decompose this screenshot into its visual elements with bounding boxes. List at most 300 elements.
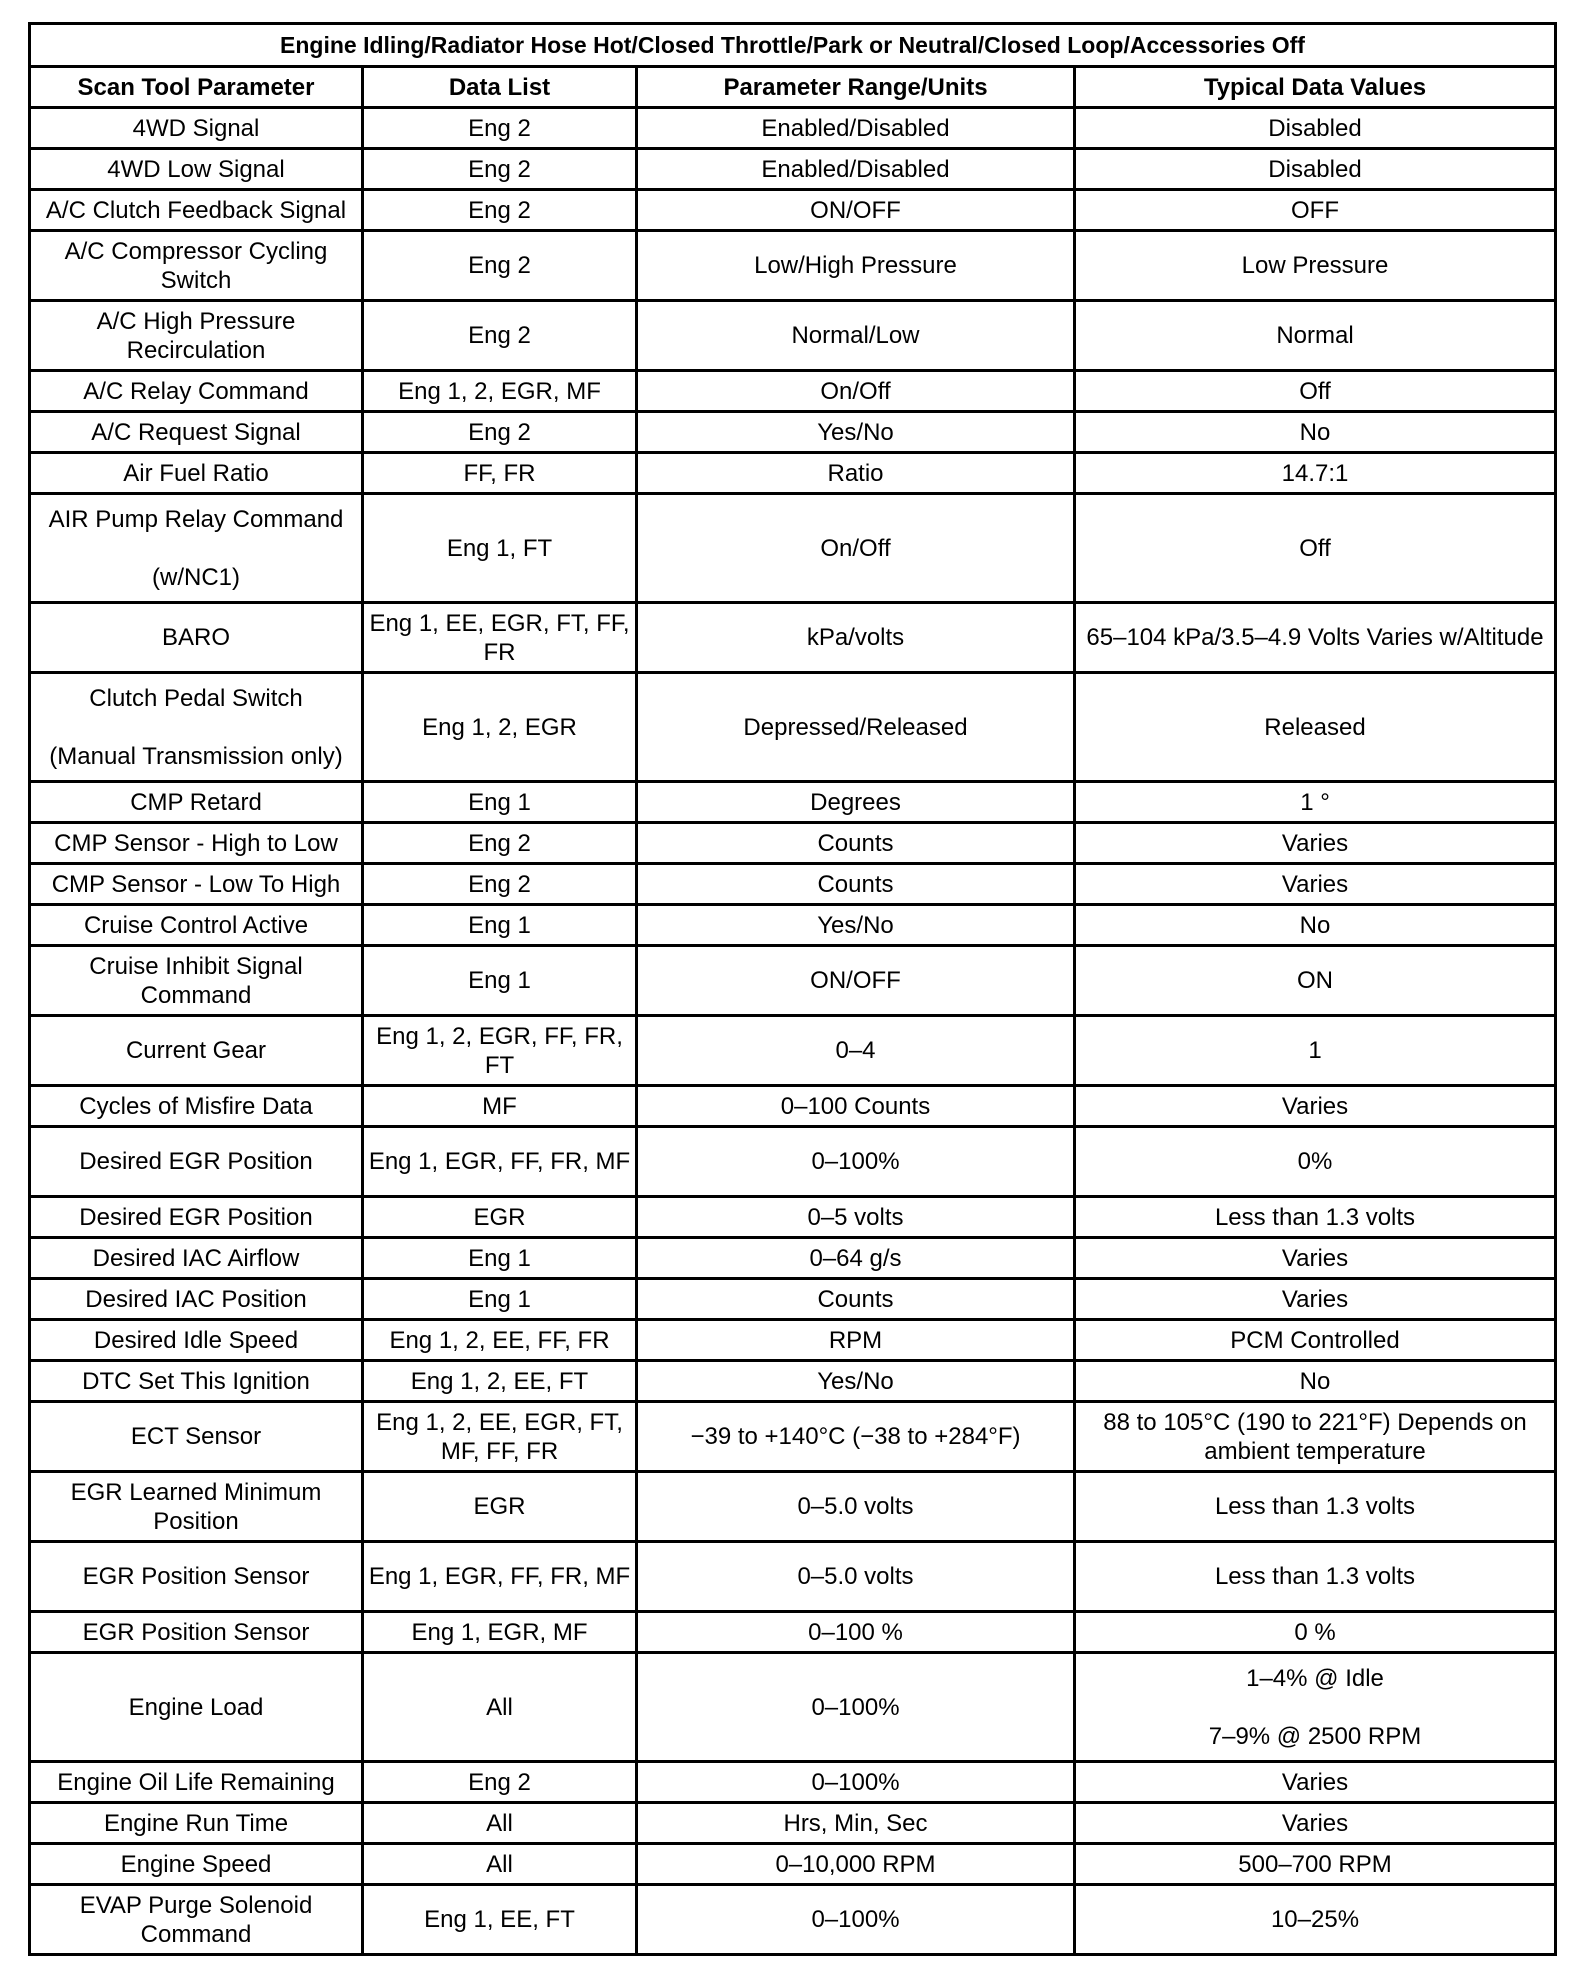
table-title-row (30, 24, 1556, 67)
typical-value-cell (1075, 673, 1556, 782)
range-cell-text: 0–100% (811, 1148, 900, 1175)
table-row (30, 1361, 1556, 1402)
range-cell-text: RPM (828, 1326, 883, 1354)
typical-value-cell (1075, 371, 1556, 412)
table-row (30, 1762, 1556, 1803)
typical-value-cell-text: Varies (1281, 1285, 1349, 1313)
data-list-cell (363, 412, 637, 453)
range-cell-text: 0–100 Counts (780, 1092, 931, 1120)
typical-value-cell-text: 1–4% @ Idle (1246, 1664, 1384, 1692)
typical-value-cell (1075, 1844, 1556, 1885)
table-row (30, 1238, 1556, 1279)
parameter-cell (30, 1844, 363, 1885)
range-cell (637, 371, 1075, 412)
data-list-cell-text: Eng 1, EE, EGR, FT, FF, FR (369, 609, 630, 666)
typical-value-cell-text: OFF (1291, 196, 1339, 224)
data-list-cell (363, 603, 637, 673)
typical-value-cell-text: 1 (1308, 1037, 1322, 1064)
parameter-cell-text: Desired EGR Position (79, 1203, 313, 1231)
parameter-cell-text: AIR Pump Relay Command (48, 505, 344, 533)
range-cell-text: Counts (817, 870, 894, 898)
parameter-cell-text: BARO (161, 624, 230, 651)
parameter-cell (30, 1197, 363, 1238)
parameter-cell-text: Engine Speed (120, 1850, 272, 1878)
data-list-cell (363, 905, 637, 946)
typical-value-cell-text: Off (1299, 534, 1331, 562)
typical-value-cell (1075, 1402, 1556, 1472)
typical-value-cell (1075, 453, 1556, 494)
range-cell-text: Low/High Pressure (754, 252, 957, 279)
typical-value-cell-text: Less than 1.3 volts (1214, 1203, 1416, 1231)
parameter-cell (30, 1238, 363, 1279)
range-cell (637, 190, 1075, 231)
range-cell (637, 603, 1075, 673)
data-list-cell-text: Eng 2 (468, 829, 531, 857)
range-cell (637, 1320, 1075, 1361)
typical-value-cell (1075, 301, 1556, 371)
parameter-cell-text: A/C Request Signal (91, 418, 301, 446)
typical-value-cell (1075, 1086, 1556, 1127)
data-list-cell-text: Eng 2 (468, 252, 531, 279)
typical-value-cell-text: No (1299, 911, 1331, 939)
range-cell-text: 0–4 (835, 1037, 876, 1064)
parameter-cell (30, 1612, 363, 1653)
parameter-cell-text: Desired IAC Airflow (92, 1244, 300, 1272)
range-cell-text: Yes/No (817, 418, 894, 446)
parameter-cell (30, 1279, 363, 1320)
data-list-cell-text: Eng 1, 2, EGR, FF, FR, FT (376, 1022, 623, 1079)
typical-value-cell (1075, 494, 1556, 603)
typical-value-cell (1075, 108, 1556, 149)
typical-value-cell-text: No (1299, 418, 1331, 446)
data-list-cell (363, 231, 637, 301)
typical-value-cell-text: Released (1264, 713, 1366, 741)
data-list-cell-text: Eng 2 (468, 870, 531, 898)
range-cell-text: ON/OFF (810, 967, 901, 994)
data-list-cell (363, 782, 637, 823)
parameter-cell (30, 453, 363, 494)
data-list-cell (363, 1320, 637, 1361)
typical-value-cell (1075, 603, 1556, 673)
typical-value-cell-text: ON (1297, 967, 1333, 994)
parameter-cell (30, 371, 363, 412)
typical-value-cell (1075, 1612, 1556, 1653)
table-row (30, 412, 1556, 453)
range-cell (637, 1472, 1075, 1542)
header-parameter-range: Parameter Range/Units (637, 67, 1075, 108)
range-cell (637, 1762, 1075, 1803)
range-cell (637, 1197, 1075, 1238)
table-row (30, 1885, 1556, 1955)
typical-value-cell (1075, 1279, 1556, 1320)
header-typical-values: Typical Data Values (1075, 67, 1556, 108)
data-list-cell-text: EGR (473, 1203, 526, 1231)
table-row (30, 371, 1556, 412)
range-cell-text: Enabled/Disabled (761, 155, 950, 183)
typical-value-cell (1075, 782, 1556, 823)
data-list-cell-text: All (486, 1809, 513, 1837)
parameter-cell-text: EVAP Purge Solenoid Command (79, 1891, 313, 1948)
table-row (30, 1016, 1556, 1086)
range-cell (637, 1542, 1075, 1612)
typical-value-cell (1075, 1653, 1556, 1762)
data-list-cell-text: Eng 2 (468, 155, 531, 183)
table-row (30, 1127, 1556, 1197)
data-list-cell-text: Eng 2 (468, 322, 531, 349)
parameter-cell (30, 946, 363, 1016)
range-cell-text: 0–5.0 volts (797, 1493, 914, 1520)
data-list-cell (363, 1238, 637, 1279)
range-cell-text: 0–64 g/s (809, 1244, 902, 1272)
typical-value-cell-text: No (1299, 1367, 1331, 1395)
data-list-cell-text: Eng 1, 2, EE, EGR, FT, MF, FF, FR (376, 1408, 623, 1465)
range-cell-text: Depressed/Released (743, 713, 968, 741)
parameter-cell (30, 905, 363, 946)
table-row (30, 1320, 1556, 1361)
parameter-cell-text: EGR Position Sensor (82, 1563, 310, 1590)
range-cell-text: Enabled/Disabled (761, 114, 950, 142)
parameter-cell (30, 412, 363, 453)
typical-value-cell (1075, 864, 1556, 905)
parameter-cell-text: Clutch Pedal Switch (89, 684, 303, 712)
parameter-cell-text: Air Fuel Ratio (123, 459, 269, 487)
typical-value-cell-text: 0 % (1294, 1618, 1336, 1646)
table-row (30, 108, 1556, 149)
data-list-cell-text: Eng 2 (468, 418, 531, 446)
parameter-cell (30, 1361, 363, 1402)
header-scan-tool-parameter: Scan Tool Parameter (30, 67, 363, 108)
range-cell (637, 149, 1075, 190)
data-list-cell-text: Eng 1, 2, EGR, MF (398, 377, 601, 405)
range-cell-text: On/Off (820, 534, 891, 562)
data-list-cell (363, 190, 637, 231)
typical-value-cell-text: 1 ° (1300, 788, 1330, 816)
parameter-cell-text: 4WD Signal (132, 114, 260, 142)
line-gap (35, 534, 357, 563)
range-cell-text: Yes/No (817, 911, 894, 939)
data-list-cell (363, 1844, 637, 1885)
range-cell-text: kPa/volts (806, 624, 905, 651)
range-cell (637, 1016, 1075, 1086)
table-row (30, 603, 1556, 673)
parameter-cell (30, 494, 363, 603)
table-row (30, 1612, 1556, 1653)
parameter-cell-text: Desired EGR Position (79, 1148, 313, 1175)
data-list-cell (363, 371, 637, 412)
range-cell-text: 0–100 % (808, 1618, 903, 1646)
data-table-page (28, 22, 1554, 1956)
line-gap (1080, 1693, 1550, 1722)
typical-value-cell-text: Varies (1281, 829, 1349, 857)
data-list-cell (363, 823, 637, 864)
range-cell-text: 0–100% (811, 1768, 900, 1796)
parameter-cell (30, 231, 363, 301)
typical-value-cell-text: Off (1299, 377, 1331, 405)
range-cell (637, 823, 1075, 864)
header-data-list: Data List (363, 67, 637, 108)
typical-value-cell (1075, 1238, 1556, 1279)
range-cell (637, 1361, 1075, 1402)
table-body (30, 108, 1556, 1955)
data-list-cell-text: Eng 1 (468, 788, 531, 816)
data-list-cell-text: Eng 2 (468, 1768, 531, 1796)
typical-value-cell-text: 0% (1297, 1148, 1333, 1175)
typical-value-cell (1075, 905, 1556, 946)
data-list-cell-text: Eng 1, 2, EE, FF, FR (389, 1326, 610, 1354)
range-cell (637, 1238, 1075, 1279)
range-cell-text: −39 to +140°C (−38 to +284°F) (690, 1423, 1021, 1450)
parameter-cell (30, 1127, 363, 1197)
range-cell (637, 782, 1075, 823)
data-list-cell-text: All (486, 1693, 513, 1721)
typical-value-cell-text-line2: 7–9% @ 2500 RPM (1208, 1722, 1422, 1750)
parameter-cell (30, 864, 363, 905)
data-list-cell-text: MF (482, 1092, 517, 1120)
data-list-cell (363, 673, 637, 782)
parameter-cell (30, 673, 363, 782)
parameter-cell (30, 782, 363, 823)
range-cell (637, 1127, 1075, 1197)
typical-value-cell (1075, 1320, 1556, 1361)
range-cell (637, 494, 1075, 603)
range-cell (637, 1885, 1075, 1955)
range-cell-text: Normal/Low (791, 322, 920, 349)
parameter-cell (30, 1472, 363, 1542)
data-list-cell (363, 108, 637, 149)
range-cell (637, 1803, 1075, 1844)
table-row (30, 1197, 1556, 1238)
typical-value-cell (1075, 1542, 1556, 1612)
typical-value-cell-text: 14.7:1 (1281, 459, 1349, 487)
range-cell-text: Ratio (827, 459, 884, 487)
table-row (30, 494, 1556, 603)
parameter-cell-text: Current Gear (125, 1037, 267, 1064)
typical-value-cell (1075, 1885, 1556, 1955)
parameter-cell-text: ECT Sensor (130, 1423, 262, 1450)
typical-value-cell (1075, 1803, 1556, 1844)
data-list-cell-text: Eng 2 (468, 114, 531, 142)
table-row (30, 782, 1556, 823)
typical-value-cell (1075, 1016, 1556, 1086)
data-list-cell (363, 1361, 637, 1402)
table-row (30, 823, 1556, 864)
parameter-cell-text-line2: (w/NC1) (152, 563, 240, 591)
parameter-cell (30, 1653, 363, 1762)
range-cell (637, 1279, 1075, 1320)
table-row (30, 453, 1556, 494)
range-cell-text: ON/OFF (810, 196, 901, 224)
range-cell (637, 1612, 1075, 1653)
data-list-cell-text: Eng 1, EGR, MF (411, 1618, 588, 1646)
range-cell (637, 453, 1075, 494)
typical-value-cell-text: 500–700 RPM (1238, 1850, 1392, 1878)
table-row (30, 149, 1556, 190)
table-row (30, 1472, 1556, 1542)
parameter-cell-text: Desired IAC Position (85, 1285, 307, 1313)
data-list-cell-text: Eng 1, FT (446, 534, 553, 562)
range-cell-text: Hrs, Min, Sec (783, 1809, 928, 1837)
parameter-cell (30, 149, 363, 190)
parameter-cell (30, 301, 363, 371)
data-list-cell-text: Eng 1, EGR, FF, FR, MF (368, 1563, 631, 1590)
table-row (30, 1402, 1556, 1472)
range-cell (637, 412, 1075, 453)
table-row (30, 1279, 1556, 1320)
parameter-cell-text-line2: (Manual Transmission only) (49, 742, 343, 770)
typical-value-cell (1075, 412, 1556, 453)
parameter-cell-text: DTC Set This Ignition (82, 1367, 310, 1395)
range-cell (637, 905, 1075, 946)
parameter-cell-text: EGR Learned Minimum Position (70, 1478, 322, 1535)
typical-value-cell (1075, 149, 1556, 190)
data-list-cell-text: Eng 1, 2, EE, FT (410, 1367, 589, 1395)
range-cell (637, 673, 1075, 782)
typical-value-cell-text: 65–104 kPa/3.5–4.9 Volts Varies w/Altitude (1086, 624, 1544, 651)
parameter-cell (30, 1016, 363, 1086)
scan-tool-data-table (28, 22, 1557, 1956)
data-list-cell-text: Eng 1, 2, EGR (422, 713, 577, 741)
typical-value-cell (1075, 1361, 1556, 1402)
range-cell (637, 1653, 1075, 1762)
data-list-cell-text: Eng 1, EGR, FF, FR, MF (368, 1148, 631, 1175)
parameter-cell-text: CMP Retard (130, 788, 262, 816)
typical-value-cell (1075, 946, 1556, 1016)
parameter-cell-text: 4WD Low Signal (107, 155, 285, 183)
typical-value-cell-text: 10–25% (1270, 1906, 1360, 1933)
data-list-cell-text: Eng 1 (468, 1285, 531, 1313)
parameter-cell (30, 1086, 363, 1127)
data-list-cell (363, 946, 637, 1016)
table-header-row (30, 67, 1556, 108)
data-list-cell (363, 1402, 637, 1472)
parameter-cell (30, 1885, 363, 1955)
range-cell (637, 108, 1075, 149)
data-list-cell (363, 1127, 637, 1197)
parameter-cell-text: Engine Oil Life Remaining (57, 1768, 335, 1796)
typical-value-cell-text: 88 to 105°C (190 to 221°F) Depends on ambient temperature (1103, 1408, 1527, 1465)
parameter-cell (30, 1803, 363, 1844)
data-list-cell (363, 1885, 637, 1955)
typical-value-cell-text: Normal (1276, 322, 1354, 349)
data-list-cell (363, 149, 637, 190)
data-list-cell-text: EGR (473, 1493, 526, 1520)
parameter-cell (30, 603, 363, 673)
parameter-cell (30, 108, 363, 149)
parameter-cell-text: Cycles of Misfire Data (79, 1092, 313, 1120)
data-list-cell-text: Eng 1, EE, FT (424, 1906, 575, 1933)
table-title: Engine Idling/Radiator Hose Hot/Closed Throttle/Park or Neutral/Closed Loop/Accessories Off (30, 24, 1556, 67)
range-cell-text: 0–10,000 RPM (775, 1850, 936, 1878)
parameter-cell (30, 1402, 363, 1472)
parameter-cell-text: A/C High Pressure Recirculation (96, 307, 296, 364)
typical-value-cell-text: Varies (1281, 1244, 1349, 1272)
range-cell-text: 0–5 volts (807, 1203, 904, 1231)
range-cell (637, 946, 1075, 1016)
data-list-cell (363, 1016, 637, 1086)
parameter-cell-text: Cruise Inhibit Signal Command (89, 952, 303, 1009)
parameter-cell-text: Desired Idle Speed (93, 1326, 299, 1354)
data-list-cell (363, 453, 637, 494)
typical-value-cell-text: Less than 1.3 volts (1214, 1493, 1416, 1520)
data-list-cell-text: Eng 1 (468, 911, 531, 939)
data-list-cell-text: FF, FR (463, 459, 536, 487)
data-list-cell-text: All (486, 1850, 513, 1878)
parameter-cell-text: A/C Clutch Feedback Signal (45, 196, 347, 224)
typical-value-cell-text: Varies (1281, 870, 1349, 898)
table-row (30, 1653, 1556, 1762)
typical-value-cell (1075, 1197, 1556, 1238)
data-list-cell (363, 1086, 637, 1127)
data-list-cell (363, 1542, 637, 1612)
typical-value-cell (1075, 1472, 1556, 1542)
table-row (30, 905, 1556, 946)
range-cell-text: Yes/No (817, 1367, 894, 1395)
parameter-cell (30, 1762, 363, 1803)
table-row (30, 864, 1556, 905)
typical-value-cell-text: Varies (1281, 1092, 1349, 1120)
typical-value-cell-text: Varies (1281, 1809, 1349, 1837)
range-cell-text: Counts (817, 1285, 894, 1313)
typical-value-cell (1075, 823, 1556, 864)
typical-value-cell (1075, 1762, 1556, 1803)
typical-value-cell-text: PCM Controlled (1230, 1326, 1400, 1354)
data-list-cell-text: Eng 2 (468, 196, 531, 224)
range-cell (637, 231, 1075, 301)
parameter-cell-text: EGR Position Sensor (82, 1618, 310, 1646)
range-cell-text: Counts (817, 829, 894, 857)
parameter-cell-text: CMP Sensor - High to Low (54, 829, 338, 857)
data-list-cell (363, 1197, 637, 1238)
parameter-cell-text: CMP Sensor - Low To High (51, 870, 341, 898)
line-gap (35, 713, 357, 742)
typical-value-cell-text: Disabled (1268, 155, 1362, 183)
data-list-cell (363, 1472, 637, 1542)
parameter-cell-text: Engine Run Time (103, 1809, 289, 1837)
range-cell (637, 1402, 1075, 1472)
table-row (30, 190, 1556, 231)
table-row (30, 1844, 1556, 1885)
table-row (30, 1542, 1556, 1612)
table-row (30, 231, 1556, 301)
range-cell-text: On/Off (820, 377, 891, 405)
table-row (30, 673, 1556, 782)
data-list-cell (363, 1803, 637, 1844)
range-cell (637, 1086, 1075, 1127)
range-cell (637, 301, 1075, 371)
data-list-cell (363, 494, 637, 603)
table-row (30, 946, 1556, 1016)
typical-value-cell (1075, 190, 1556, 231)
parameter-cell (30, 823, 363, 864)
range-cell (637, 1844, 1075, 1885)
data-list-cell (363, 864, 637, 905)
range-cell-text: 0–100% (811, 1906, 900, 1933)
range-cell-text: Degrees (810, 788, 901, 816)
typical-value-cell-text: Low Pressure (1241, 252, 1389, 279)
parameter-cell-text: Engine Load (128, 1693, 264, 1721)
range-cell-text: 0–5.0 volts (797, 1563, 914, 1590)
data-list-cell (363, 301, 637, 371)
typical-value-cell-text: Varies (1281, 1768, 1349, 1796)
typical-value-cell-text: Disabled (1268, 114, 1362, 142)
data-list-cell (363, 1762, 637, 1803)
parameter-cell (30, 1320, 363, 1361)
typical-value-cell (1075, 1127, 1556, 1197)
data-list-cell (363, 1653, 637, 1762)
data-list-cell (363, 1612, 637, 1653)
table-row (30, 1803, 1556, 1844)
parameter-cell-text: A/C Compressor Cycling Switch (64, 237, 328, 294)
